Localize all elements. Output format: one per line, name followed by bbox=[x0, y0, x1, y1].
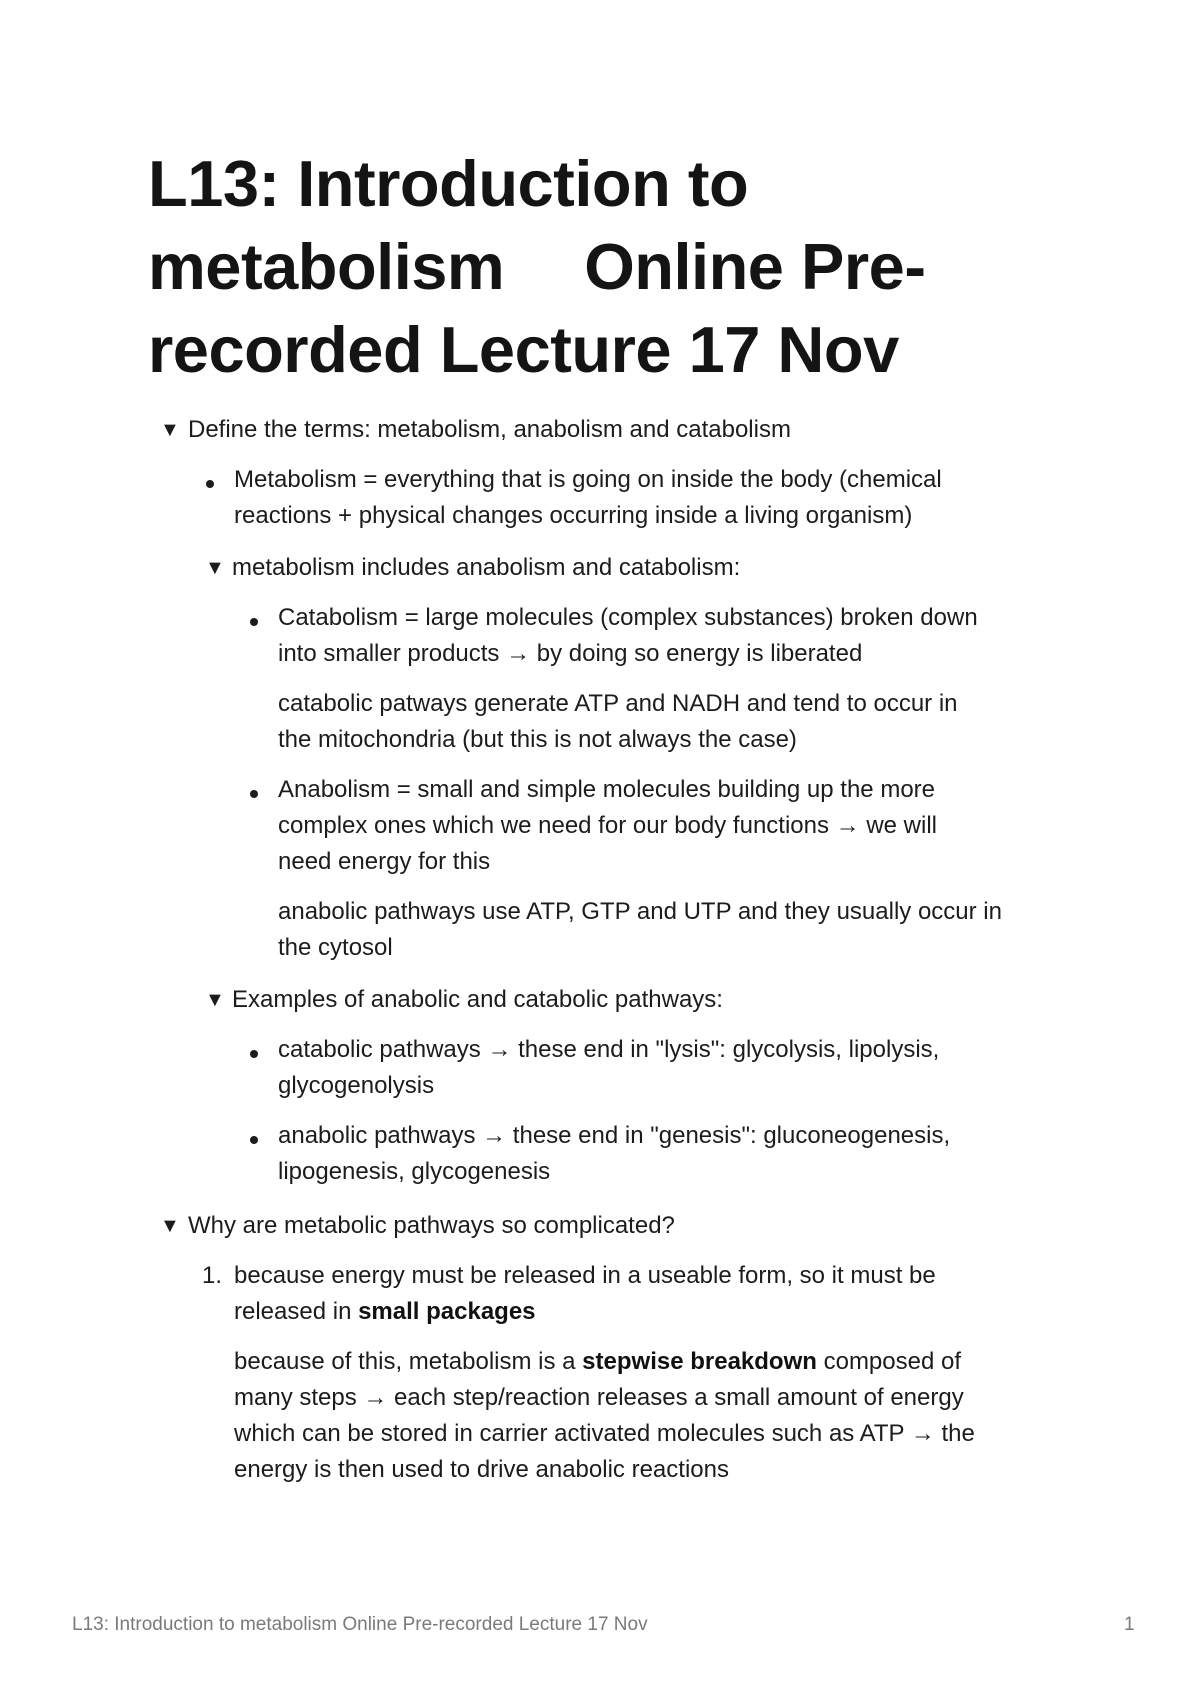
list-number: 1. bbox=[202, 1262, 223, 1289]
stepwise-para-line-2: many steps → each step/reaction releases a small amount of energy bbox=[234, 1384, 964, 1411]
catabolic-example-line-1: catabolic pathways → these end in "lysis": glycolysis, lipolysis, bbox=[278, 1036, 940, 1063]
anabolism-line-1: Anabolism = small and simple molecules building up the more bbox=[278, 776, 935, 803]
page-number: 1 bbox=[1124, 1614, 1135, 1635]
toggle-triangle-icon[interactable]: ▼ bbox=[160, 419, 180, 441]
toggle-metabolism-includes[interactable]: metabolism includes anabolism and catabolism: bbox=[232, 554, 741, 581]
reason-1-line-1: because energy must be released in a useable form, so it must be bbox=[234, 1262, 936, 1289]
catabolism-line-1: Catabolism = large molecules (complex substances) broken down bbox=[278, 604, 978, 631]
toggle-examples[interactable]: Examples of anabolic and catabolic pathways: bbox=[232, 986, 723, 1013]
toggle-triangle-icon[interactable]: ▼ bbox=[205, 557, 225, 579]
anabolic-example-line-1: anabolic pathways → these end in "genesis": gluconeogenesis, bbox=[278, 1122, 951, 1149]
bullet-dot-icon bbox=[250, 1136, 258, 1144]
anabolism-note-line-1: anabolic pathways use ATP, GTP and UTP and they usually occur in bbox=[278, 898, 1002, 925]
toggle-why-complicated[interactable]: Why are metabolic pathways so complicated? bbox=[188, 1212, 675, 1239]
catabolism-note-line-2: the mitochondria (but this is not always the case) bbox=[278, 726, 797, 753]
anabolic-example-line-2: lipogenesis, glycogenesis bbox=[278, 1158, 551, 1185]
bullet-dot-icon bbox=[250, 618, 258, 626]
bullet-dot-icon bbox=[250, 790, 258, 798]
metabolism-bullet-line-2: reactions + physical changes occurring inside a living organism) bbox=[234, 502, 913, 529]
title-line-2b: Online Pre- bbox=[584, 230, 926, 303]
anabolism-line-3: need energy for this bbox=[278, 848, 491, 875]
catabolism-line-2: into smaller products → by doing so energy is liberated bbox=[278, 640, 863, 667]
reason-1-line-2: released in small packages bbox=[234, 1298, 536, 1325]
bold-small-packages: small packages bbox=[358, 1298, 536, 1325]
bold-stepwise-breakdown: stepwise breakdown bbox=[582, 1348, 817, 1375]
toggle-triangle-icon[interactable]: ▼ bbox=[160, 1215, 180, 1237]
anabolism-note-line-2: the cytosol bbox=[278, 934, 393, 961]
stepwise-para-line-1: because of this, metabolism is a stepwise breakdown composed of bbox=[234, 1348, 962, 1375]
stepwise-para-line-3: which can be stored in carrier activated molecules such as ATP → the bbox=[234, 1420, 975, 1447]
page-title bbox=[148, 142, 968, 391]
catabolism-note-line-1: catabolic patways generate ATP and NADH and tend to occur in bbox=[278, 690, 958, 717]
title-line-2: metabolism bbox=[148, 230, 505, 303]
page-footer: L13: Introduction to metabolism Online Pre-recorded Lecture 17 Nov bbox=[72, 1614, 648, 1635]
title-line-1: L13: Introduction to bbox=[148, 147, 749, 220]
anabolism-line-2: complex ones which we need for our body functions → we will bbox=[278, 812, 937, 839]
toggle-triangle-icon[interactable]: ▼ bbox=[205, 989, 225, 1011]
catabolic-example-line-2: glycogenolysis bbox=[278, 1072, 435, 1099]
toggle-define-terms[interactable]: Define the terms: metabolism, anabolism and catabolism bbox=[188, 416, 791, 443]
metabolism-bullet-line-1: Metabolism = everything that is going on inside the body (chemical bbox=[234, 466, 942, 493]
bullet-dot-icon bbox=[206, 480, 214, 488]
stepwise-para-line-4: energy is then used to drive anabolic reactions bbox=[234, 1456, 729, 1483]
title-line-3: recorded Lecture 17 Nov bbox=[148, 313, 899, 386]
bullet-dot-icon bbox=[250, 1050, 258, 1058]
